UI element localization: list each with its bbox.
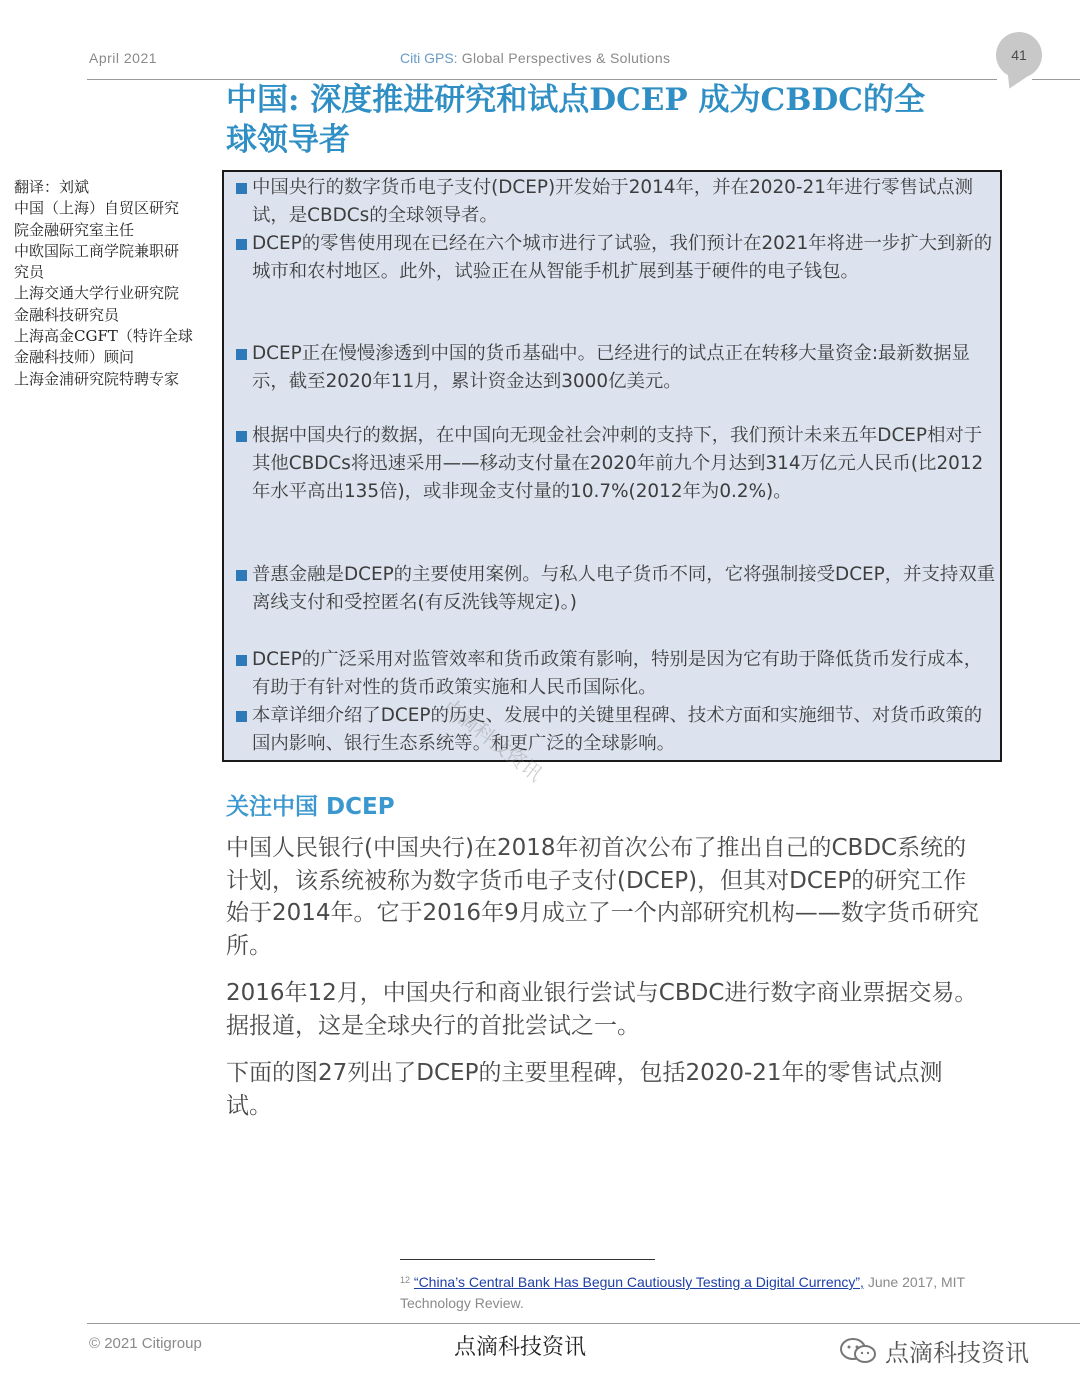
bullet-square-icon [236,349,247,360]
translator-sidebar [14,177,219,390]
summary-bullet-text: DCEP的零售使用现在已经在六个城市进行了试验，我们预计在2021年将进一步扩大到新的城市和农村地区。此外，试验正在从智能手机扩展到基于硬件的电子钱包。 [252,233,993,282]
body-paragraph: 下面的图27列出了DCEP的主要里程碑，包括2020-21年的零售试点测试。 [226,1060,943,1119]
summary-bullet [234,174,998,230]
summary-bullet [234,230,998,286]
sidebar-line: 上海高金CGFT（特许全球 [14,327,193,346]
sidebar-line: 金融科技师）顾问 [14,348,135,367]
page-title [226,80,1006,160]
body-paragraph: 中国人民银行(中国央行)在2018年初首次公布了推出自己的CBDC系统的计划，该系统被称为数字货币电子支付(DCEP)，但其对DCEP的研究工作始于2014年。它于2016年9月成立了一个内部研究机构——数字货币研究所。 [226,835,979,959]
sidebar-line: 中欧国际工商学院兼职研 [14,241,180,260]
summary-bullet-text: DCEP的广泛采用对监管效率和货币政策有影响，特别是因为它有助于降低货币发行成本，有助于有针对性的货币政策实施和人民币国际化。 [252,649,983,698]
summary-bullet [234,646,998,702]
summary-bullet-text: 普惠金融是DCEP的主要使用案例。与私人电子货币不同，它将强制接受DCEP，并支持双重离线支付和受控匿名(有反洗钱等规定)。) [252,564,996,613]
bullet-square-icon [236,570,247,581]
bullet-square-icon [236,431,247,442]
diagonal-watermark: 点滴科技资讯 [437,693,548,786]
summary-bullet [234,422,998,506]
title-line-2: 球领导者 [226,122,350,158]
footer-watermark: 点滴科技资讯 [885,1339,1029,1367]
sidebar-line: 上海交通大学行业研究院 [14,284,180,303]
summary-bullet-text: 根据中国央行的数据，在中国向无现金社会冲刺的支持下，我们预计未来五年DCEP相对于其他CBDCs将迅速采用——移动支付量在2020年前九个月达到314万亿元人民币(比2012年水平高出135倍)，或非现金支付量的10.7%(2012年为0.2%)。 [252,425,984,502]
footnote-rule [400,1259,655,1260]
header-brand [400,50,670,66]
sidebar-line: 中国（上海）自贸区研究 [14,199,180,218]
summary-bullet [234,702,998,758]
bullet-square-icon [236,655,247,666]
summary-bullet-text: 中国央行的数字货币电子支付(DCEP)开发始于2014年，并在2020-21年进行零售试点测试，是CBDCs的全球领导者。 [252,177,974,226]
wechat-icon [838,1337,880,1365]
footnote-link[interactable]: “China’s Central Bank Has Begun Cautiously Testing a Digital Currency”, [413,1274,864,1290]
header-rule-right [1032,79,1080,80]
section-heading: 关注中国 DCEP [226,794,395,820]
footnote [400,1270,1000,1314]
summary-bullet-text: DCEP正在慢慢渗透到中国的货币基础中。已经进行的试点正在转移大量资金:最新数据显示，截至2020年11月，累计资金达到3000亿美元。 [252,343,970,392]
brand-name: Citi GPS: [400,50,458,66]
summary-box [222,170,1002,762]
sidebar-line: 上海金浦研究院特聘专家 [14,369,180,388]
footnote-number: 12 [400,1275,411,1285]
title-line-1: 中国: 深度推进研究和试点DCEP 成为CBDC的全 [226,82,925,118]
footer-center-text: 点滴科技资讯 [454,1335,587,1360]
footnote-source: June 2017, MIT Technology Review. [400,1274,965,1311]
summary-bullet [234,561,998,617]
brand-subtitle: Global Perspectives & Solutions [457,50,671,66]
sidebar-line: 究员 [14,263,45,282]
summary-bullet [234,340,998,396]
sidebar-line: 翻译：刘斌 [14,178,90,196]
footer-rule [87,1323,1080,1324]
sidebar-line: 院金融研究室主任 [14,220,135,239]
footer-copyright: © 2021 Citigroup [89,1335,202,1352]
body-paragraph: 2016年12月，中国央行和商业银行尝试与CBDC进行数字商业票据交易。据报道，这是全球央行的首批尝试之一。 [226,980,978,1039]
bullet-square-icon [236,239,247,250]
page-number-badge: 41 [996,32,1042,78]
sidebar-line: 金融科技研究员 [14,305,120,324]
header-date: April 2021 [89,50,158,66]
bullet-square-icon [236,183,247,194]
summary-bullet-text: 本章详细介绍了DCEP的历史、发展中的关键里程碑、技术方面和实施细节、对货币政策的国内影响、银行生态系统等。和更广泛的全球影响。 [252,705,983,754]
bullet-square-icon [236,711,247,722]
